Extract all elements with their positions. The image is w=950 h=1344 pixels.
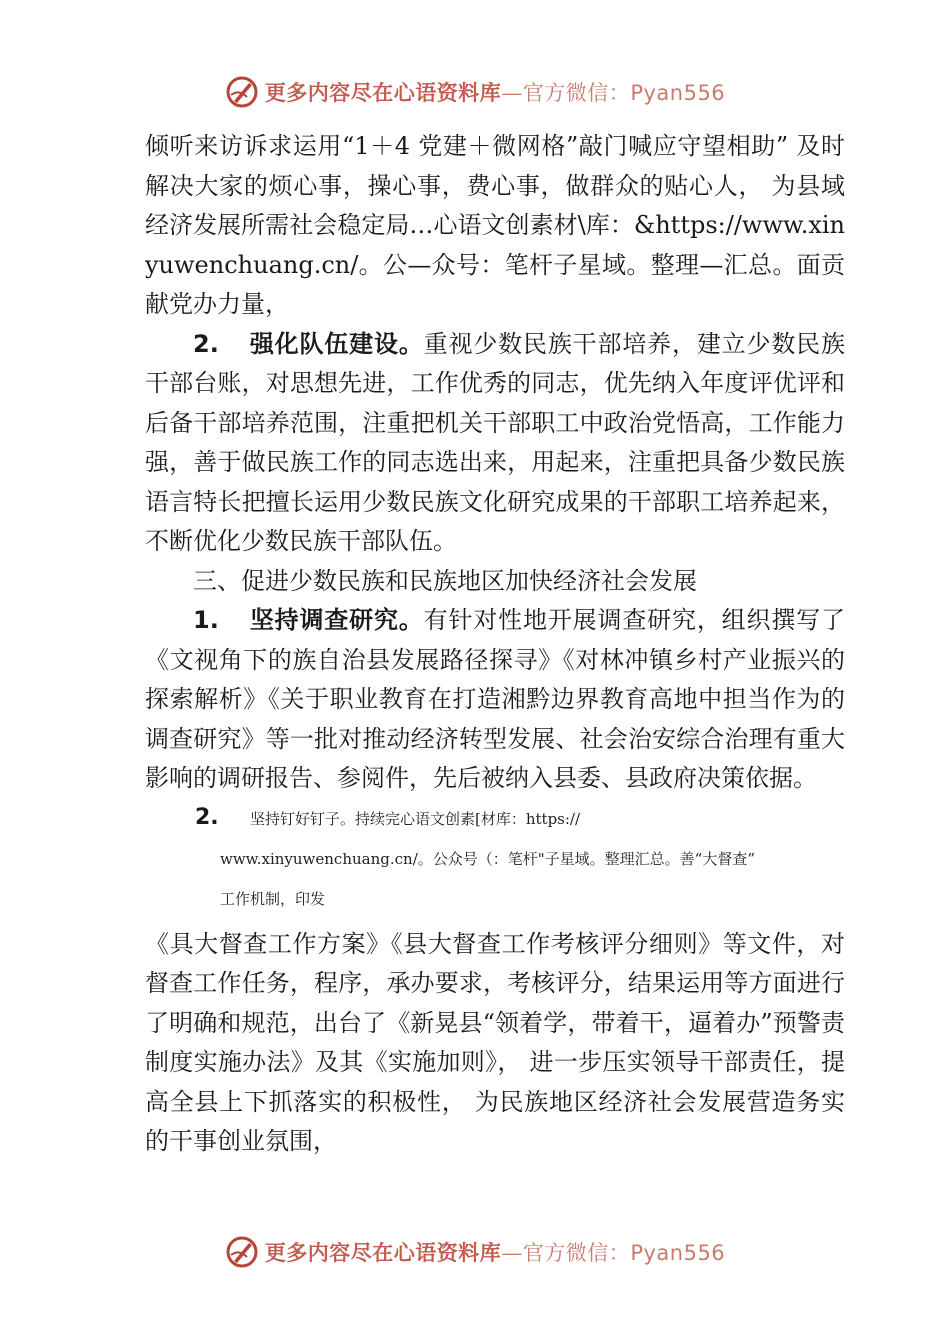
item-number: 1. bbox=[193, 606, 219, 634]
paragraph-5: 《具大督查工作方案》《县大督查工作考核评分细则》等文件，对督查工作任务，程序，承办要求，考核评分，结果运用等方面进行了明确和规范，出台了《新晃县“领着学，带着干，逼着办”预警责制度实施办法》及其《实施加则》， 进一步压实领导干部责任，提高全县上下抓落实的积极性， 为民族地区经济社会发展营造务实的干事创业氛围， bbox=[145, 929, 845, 1155]
banner-wechat-id: Pyan556 bbox=[630, 81, 726, 105]
item-title: 强化队伍建设。 bbox=[249, 329, 424, 358]
small-line-3: 工作机制，印发 bbox=[220, 889, 326, 908]
pen-circle-logo-icon bbox=[225, 1235, 259, 1269]
banner-label: 官方微信： bbox=[522, 1241, 631, 1265]
paragraph-3 bbox=[145, 601, 845, 799]
small-text-block bbox=[145, 803, 845, 925]
section-heading: 三、促进少数民族和民族地区加快经济社会发展 bbox=[193, 566, 697, 595]
banner-text bbox=[265, 1237, 725, 1267]
header-banner bbox=[0, 72, 950, 112]
banner-main: 更多内容尽在心语资料库 bbox=[264, 1240, 502, 1265]
small-line-1: 坚持钉好钉子。持续完心语文创素[材库：https:// bbox=[250, 809, 581, 828]
item-body: 重视少数民族干部培养，建立少数民族干部台账，对思想先进，工作优秀的同志，优先纳入年度评优评和后备干部培养范围，注重把机关干部职工中政治党悟高，工作能力强，善于做民族工作的同志选出来，用起来，注重把具备少数民族语言特长把擅长运用少数民族文化研究成果的干部职工培养起来，不断优化少数民族干部队伍。 bbox=[145, 329, 846, 555]
item-number: 2. bbox=[195, 804, 219, 830]
banner-label: 官方微信： bbox=[522, 81, 631, 105]
item-number: 2. bbox=[193, 329, 219, 358]
pen-circle-logo-icon bbox=[225, 75, 259, 109]
banner-text bbox=[265, 77, 725, 107]
banner-main: 更多内容尽在心语资料库 bbox=[264, 80, 502, 105]
banner-wechat-id: Pyan556 bbox=[630, 1241, 726, 1265]
item-body: 有针对性地开展调查研究，组织撰写了《文视角下的族自治县发展路径探寻》《对林冲镇乡村产业振兴的探索解析》《关于职业教育在打造湘黔边界教育高地中担当作为的调查研究》等一批对推动经济转型发展、社会治安综合治理有重大影响的调研报告、参阅件，先后被纳入县委、县政府决策依据。 bbox=[145, 606, 846, 792]
paragraph-2 bbox=[145, 325, 845, 562]
paragraph-1: 倾听来访诉求运用“1＋4 党建＋微网格”敲门喊应守望相助” 及时解决大家的烦心事，操心事，费心事，做群众的贴心人， 为县域经济发展所需社会稳定局…心语文创素材\库：&https://www.xinyuwenchuang.cn/。公—众号：笔杆子星域。整理—汇总。面贡献党办力量， bbox=[145, 132, 845, 318]
banner-separator: — bbox=[501, 81, 523, 105]
item-title: 坚持调查研究。 bbox=[249, 606, 424, 634]
small-line-2: www.xinyuwenchuang.cn/。公众号（：笔杆"子星域。整理汇总。善“大督查” bbox=[220, 849, 755, 868]
document-body bbox=[145, 127, 845, 1162]
footer-banner bbox=[0, 1232, 950, 1272]
banner-separator: — bbox=[501, 1241, 523, 1265]
